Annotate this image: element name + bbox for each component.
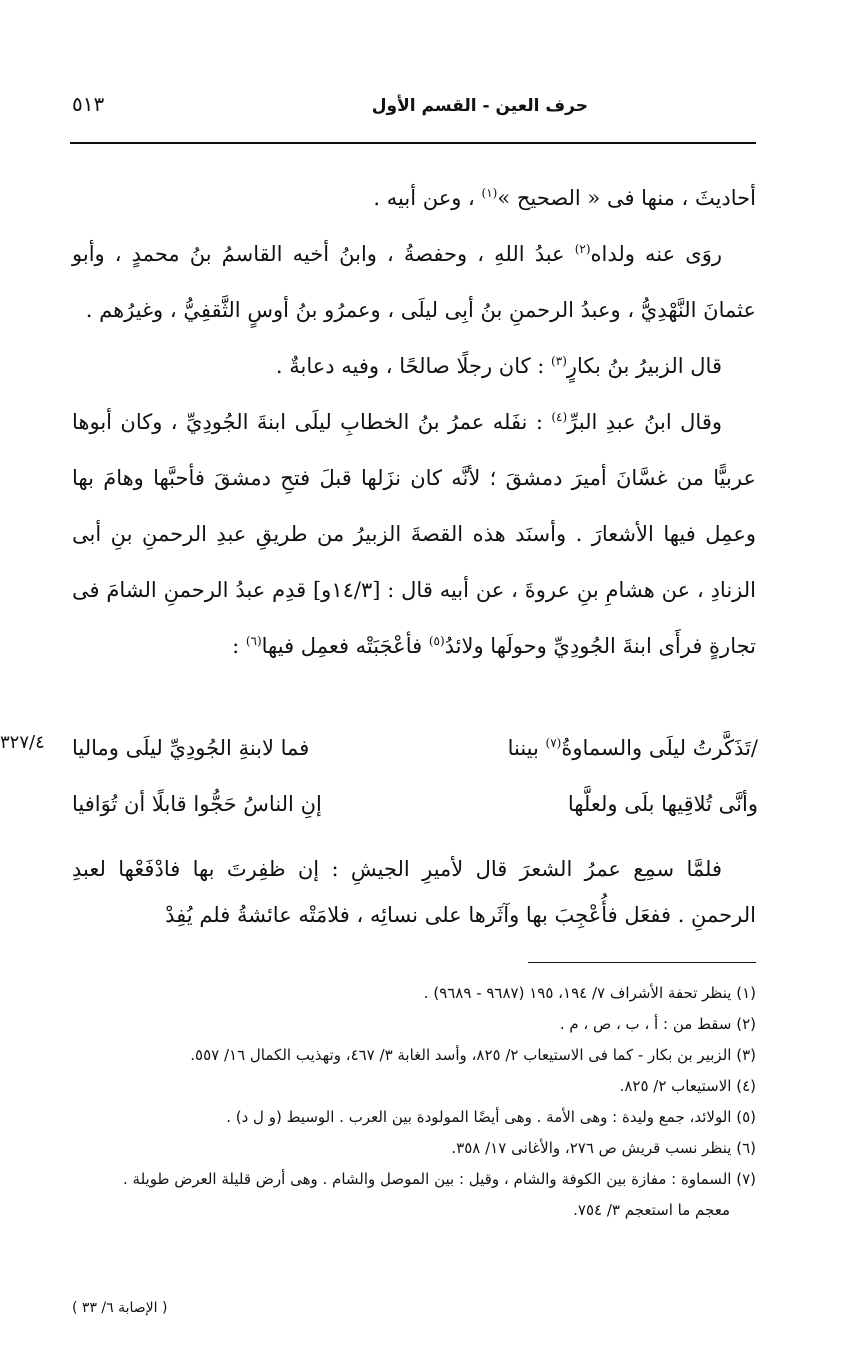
paragraph-5: فلمَّا سمِع عمرُ الشعرَ قال لأميرِ الجيشِ : إن ظفِرتَ بها فادْفَعْها لعبدِ الرحمنِ . ففعَل فأُعْجِبَ بها وآثَرها على نسائِه ، فلامَتْه عائشةُ فلم يُفِدْ bbox=[72, 857, 756, 927]
footnote-4: (٤) الاستيعاب ٢/ ٨٢٥. bbox=[619, 1077, 756, 1095]
footnote-7-continued: معجم ما استعجم ٣/ ٧٥٤. bbox=[573, 1201, 730, 1219]
verse-1-hemistich-1: /تَذَكَّرتُ ليلَى والسماوةُ$^{(٧)}$ بيننا bbox=[507, 736, 758, 760]
footnote-ref-3[interactable]: (٣) bbox=[551, 354, 567, 368]
footnotes bbox=[72, 978, 756, 1226]
footnote-ref-5[interactable]: (٥) bbox=[428, 634, 445, 648]
main-text bbox=[72, 170, 756, 674]
footnote-ref-1[interactable]: (١) bbox=[481, 186, 498, 200]
paragraph-1: أحاديثَ ، منها فى « الصحيح »$^{(١)}$ ، وعن أبيه . bbox=[373, 186, 756, 210]
verse-line-1 bbox=[72, 720, 758, 776]
footnote-ref-4[interactable]: (٤) bbox=[551, 410, 568, 424]
paragraph-4: وقال ابنُ عبدِ البرِّ$^{(٤)}$ : نفَله عمرُ بنُ الخطابِ ليلَى ابنةَ الجُودِيِّ ، وكان أبوها عربيًّا من غسَّانَ أميرَ دمشقَ ؛ لأنَّه كان نزَلها قبلَ فتحِ دمشقَ فأحبَّها وهامَ بها وعمِل فيها الأشعارَ . وأسنَد هذه القصةَ الزبيرُ من طريقِ عبدِ الرحمنِ بنِ أبى الزنادِ ، عن هشامِ بنِ عروةَ ، عن أبيه قال : [١٤/٣و] قدِم عبدُ الرحمنِ الشامَ فى تجارةٍ فرأَى ابنةَ الجُودِيِّ وحولَها ولائدُ$^{(٥)}$ فأعْجَبَتْه فعمِل فيها$^{(٦)}$ : bbox=[72, 410, 756, 658]
paragraph-3: قال الزبيرُ بنُ بكارٍ$^{(٣)}$ : كان رجلًا صالحًا ، وفيه دعابةٌ . bbox=[275, 354, 722, 378]
footnote-rule bbox=[528, 962, 756, 963]
main-text-continued bbox=[72, 846, 756, 938]
footnote-3: (٣) الزبير بن بكار - كما فى الاستيعاب ٢/ ٨٢٥، وأسد الغابة ٣/ ٤٦٧، وتهذيب الكمال ١٦/ ٥٥٧. bbox=[190, 1046, 756, 1064]
footnote-7: (٧) السماوة : مفازة بين الكوفة والشام ، وقيل : بين الموصل والشام . وهى أرض قليلة العرض طويلة . bbox=[123, 1170, 756, 1188]
running-title: حرف العين - القسم الأول bbox=[371, 96, 588, 116]
margin-reference: ٣٢٧/٤ bbox=[0, 732, 45, 753]
footnote-5: (٥) الولائد، جمع وليدة : وهى الأمة . وهى أيضًا المولودة بين العرب . الوسيط (و ل د) . bbox=[226, 1108, 756, 1126]
volume-signature: ( الإصابة ٦/ ٣٣ ) bbox=[72, 1300, 168, 1316]
header-rule bbox=[70, 142, 756, 144]
page-number: ٥١٣ bbox=[72, 92, 105, 116]
footnote-ref-7[interactable]: (٧) bbox=[545, 736, 562, 750]
footnote-ref-6[interactable]: (٦) bbox=[245, 634, 262, 648]
footnote-2: (٢) سقط من : أ ، ب ، ص ، م . bbox=[559, 1015, 756, 1033]
verse-2-hemistich-2: إنِ الناسُ حَجُّوا قابلًا أن تُوَافيا bbox=[72, 792, 322, 816]
footnote-6: (٦) ينظر نسب قريش ص ٢٧٦، والأغانى ١٧/ ٣٥٨. bbox=[451, 1139, 756, 1157]
verse-1-hemistich-2: فما لابنةِ الجُودِيِّ ليلَى وماليا bbox=[72, 736, 310, 760]
footnote-1: (١) ينظر تحفة الأشراف ٧/ ١٩٤، ١٩٥ (٩٦٨٧ - ٩٦٨٩) . bbox=[423, 984, 756, 1002]
verse-2-hemistich-1: وأنَّى تُلاقِيها بلَى ولعلَّها bbox=[567, 792, 758, 816]
verse-line-2 bbox=[72, 776, 758, 832]
footnote-ref-2[interactable]: (٢) bbox=[574, 242, 591, 256]
page-header bbox=[72, 88, 758, 138]
paragraph-2: روَى عنه ولداه$^{(٢)}$ عبدُ اللهِ ، وحفصةُ ، وابنُ أخيه القاسمُ بنُ محمدٍ ، وأبو عثمانَ النَّهْدِيُّ ، وعبدُ الرحمنِ بنُ أبِى ليلَى ، وعمرُو بنُ أوسٍ الثَّقفِيُّ ، وغيرُهم . bbox=[72, 242, 756, 322]
